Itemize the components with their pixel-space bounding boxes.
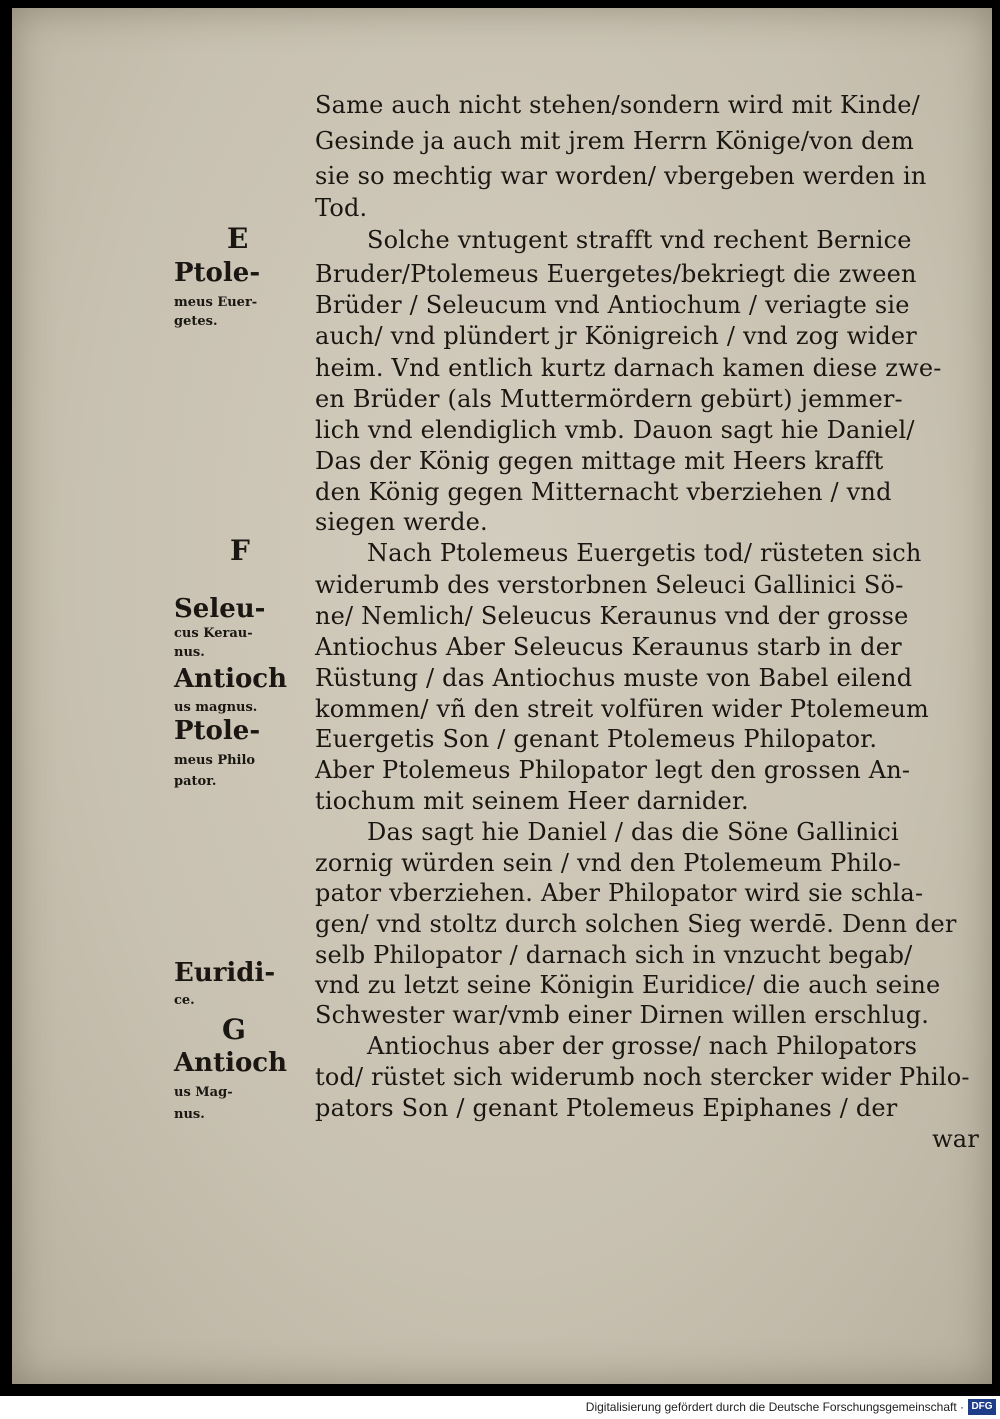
margin-note: Ptole- <box>174 716 261 746</box>
text-line: den König gegen Mitternacht vberziehen / vnd <box>315 478 892 506</box>
book-page <box>12 8 992 1384</box>
footer-bar <box>0 1396 1000 1419</box>
text-line: Same auch nicht stehen/sondern wird mit Kinde/ <box>315 91 920 119</box>
margin-note: Euridi- <box>174 958 276 988</box>
text-line: pator vberziehen. Aber Philopator wird sie schla- <box>315 879 924 907</box>
margin-note: pator. <box>174 774 217 789</box>
margin-note: us magnus. <box>174 700 258 715</box>
text-line: Tod. <box>315 194 368 222</box>
margin-section-letter: E <box>227 222 249 255</box>
text-line: kommen/ vñ den streit volfüren wider Ptolemeum <box>315 695 929 723</box>
text-line: Aber Ptolemeus Philopator legt den grossen An- <box>315 756 911 784</box>
funding-notice: Digitalisierung gefördert durch die Deutsche Forschungsgemeinschaft · <box>585 1400 964 1414</box>
text-line: Antiochus aber der grosse/ nach Philopators <box>367 1032 918 1060</box>
margin-note: Antioch <box>174 1048 288 1078</box>
dfg-logo: DFG <box>968 1399 996 1415</box>
text-line: Antiochus Aber Seleucus Keraunus starb in der <box>315 633 902 661</box>
text-line: ne/ Nemlich/ Seleucus Keraunus vnd der grosse <box>315 602 909 630</box>
text-line: Euergetis Son / genant Ptolemeus Philopator. <box>315 725 878 753</box>
text-line: Gesinde ja auch mit jrem Herrn Könige/von dem <box>315 127 915 155</box>
text-line: selb Philopator / darnach sich in vnzucht begab/ <box>315 941 913 969</box>
text-line: widerumb des verstorbnen Seleuci Gallinici Sö- <box>315 571 904 599</box>
text-line: auch/ vnd plündert jr Königreich / vnd zog wider <box>315 322 917 350</box>
text-line: tod/ rüstet sich widerumb noch stercker wider Philo- <box>315 1063 970 1091</box>
text-line: zornig würden sein / vnd den Ptolemeum Philo- <box>315 849 901 877</box>
text-line: Schwester war/vmb einer Dirnen willen erschlug. <box>315 1001 930 1029</box>
text-line: heim. Vnd entlich kurtz darnach kamen diese zwe- <box>315 354 942 382</box>
margin-note: meus Euer- <box>174 295 258 310</box>
text-line: siegen werde. <box>315 508 488 536</box>
margin-note: us Mag- <box>174 1085 233 1100</box>
margin-note: Seleu- <box>174 594 266 624</box>
margin-note: nus. <box>174 1107 205 1122</box>
margin-note: getes. <box>174 314 218 329</box>
text-line: pators Son / genant Ptolemeus Epiphanes / der <box>315 1094 898 1122</box>
text-line: gen/ vnd stoltz durch solchen Sieg werdē. Denn der <box>315 910 957 938</box>
margin-section-letter: F <box>230 534 250 567</box>
text-line: tiochum mit seinem Heer darnider. <box>315 787 749 815</box>
margin-note: meus Philo <box>174 753 256 768</box>
text-line: lich vnd elendiglich vmb. Dauon sagt hie Daniel/ <box>315 416 915 444</box>
margin-note: nus. <box>174 645 205 660</box>
text-line: Solche vntugent strafft vnd rechent Bernice <box>367 226 912 254</box>
text-line: sie so mechtig war worden/ vbergeben werden in <box>315 162 927 190</box>
margin-note: cus Kerau- <box>174 626 253 641</box>
text-line: Brüder / Seleucum vnd Antiochum / veriagte sie <box>315 291 910 319</box>
margin-note: Antioch <box>174 664 288 694</box>
text-line: en Brüder (als Muttermördern gebürt) jemmer- <box>315 385 903 413</box>
margin-section-letter: G <box>222 1013 246 1046</box>
margin-note: ce. <box>174 993 195 1008</box>
text-line: Das sagt hie Daniel / das die Söne Gallinici <box>367 818 899 846</box>
text-line: Bruder/Ptolemeus Euergetes/bekriegt die zween <box>315 260 917 288</box>
text-line: Das der König gegen mittage mit Heers krafft <box>315 447 884 475</box>
text-line: Nach Ptolemeus Euergetis tod/ rüsteten sich <box>367 539 922 567</box>
catchword: war <box>932 1125 979 1153</box>
margin-note: Ptole- <box>174 258 261 288</box>
text-line: vnd zu letzt seine Königin Euridice/ die auch seine <box>315 971 941 999</box>
text-line: Rüstung / das Antiochus muste von Babel eilend <box>315 664 913 692</box>
